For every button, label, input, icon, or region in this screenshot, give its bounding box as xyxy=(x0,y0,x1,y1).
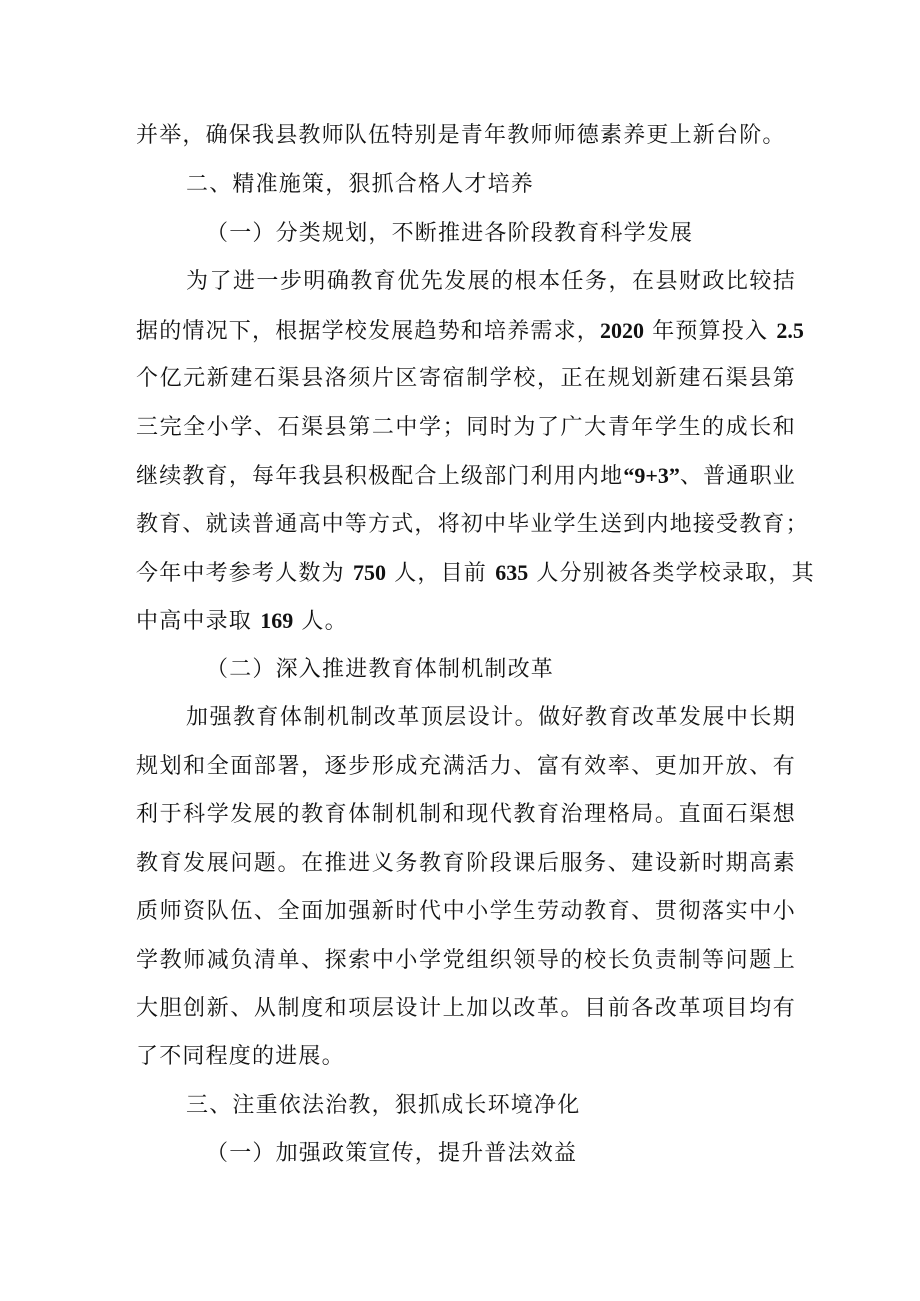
paragraph-line: 教育发展问题。在推进义务教育阶段课后服务、建设新时期高素 xyxy=(136,851,796,876)
paragraph-line xyxy=(136,461,796,492)
paragraph-line xyxy=(136,558,815,589)
subsection-heading: （一）加强政策宣传，提升普法效益 xyxy=(206,1141,578,1166)
paragraph-line xyxy=(136,316,804,347)
paragraph-line: 三完全小学、石渠县第二中学；同时为了广大青年学生的成长和 xyxy=(136,415,796,440)
paragraph-line: 规划和全面部署，逐步形成充满活力、富有效率、更加开放、有 xyxy=(136,754,796,779)
paragraph-line: 利于科学发展的教育体制机制和现代教育治理格局。直面石渠想 xyxy=(136,802,796,827)
number-value: 635 xyxy=(495,560,529,585)
paragraph-line: 并举，确保我县教师队伍特别是青年教师师德素养更上新台阶。 xyxy=(136,123,786,148)
paragraph-line: 学教师减负清单、探索中小学党组织领导的校长负责制等问题上 xyxy=(136,948,796,973)
subsection-heading: （一）分类规划，不断推进各阶段教育科学发展 xyxy=(206,221,694,246)
section-heading: 三、注重依法治教，狠抓成长环境净化 xyxy=(186,1093,581,1118)
paragraph-line: 教育、就读普通高中等方式，将初中毕业学生送到内地接受教育； xyxy=(136,512,809,537)
text-run: 人，目前 xyxy=(386,561,496,586)
paragraph-line: 了不同程度的进展。 xyxy=(136,1044,345,1069)
text-run: 人分别被各类学校录取，其 xyxy=(528,561,815,586)
number-value: 2020 xyxy=(600,318,645,343)
paragraph-line xyxy=(136,606,796,637)
paragraph-line: 加强教育体制机制改革顶层设计。做好教育改革发展中长期 xyxy=(186,705,796,730)
paragraph-line: 质师资队伍、全面加强新时代中小学生劳动教育、贯彻落实中小 xyxy=(136,899,796,924)
number-value: 169 xyxy=(260,608,294,633)
text-run: 人。 xyxy=(293,609,348,634)
number-value: 750 xyxy=(353,560,386,585)
number-value: “9+3” xyxy=(623,463,680,488)
subsection-heading: （二）深入推进教育体制机制改革 xyxy=(206,657,555,682)
text-run: 今年中考参考人数为 xyxy=(136,561,353,586)
number-value: 2.5 xyxy=(776,318,804,343)
text-run: 中高中录取 xyxy=(136,609,261,634)
text-run: 据的情况下，根据学校发展趋势和培养需求， xyxy=(136,319,601,344)
section-heading: 二、精准施策，狠抓合格人才培养 xyxy=(186,172,535,197)
paragraph-line: 个亿元新建石渠县洛须片区寄宿制学校，正在规划新建石渠县第 xyxy=(136,366,796,391)
text-run: 年预算投入 xyxy=(644,319,777,344)
text-run: 、普通职业 xyxy=(679,464,796,489)
paragraph-line: 大胆创新、从制度和项层设计上加以改革。目前各改革项目均有 xyxy=(136,996,796,1021)
paragraph-line: 为了进一步明确教育优先发展的根本任务，在县财政比较拮 xyxy=(186,269,796,294)
text-run: 继续教育，每年我县积极配合上级部门利用内地 xyxy=(136,464,624,489)
